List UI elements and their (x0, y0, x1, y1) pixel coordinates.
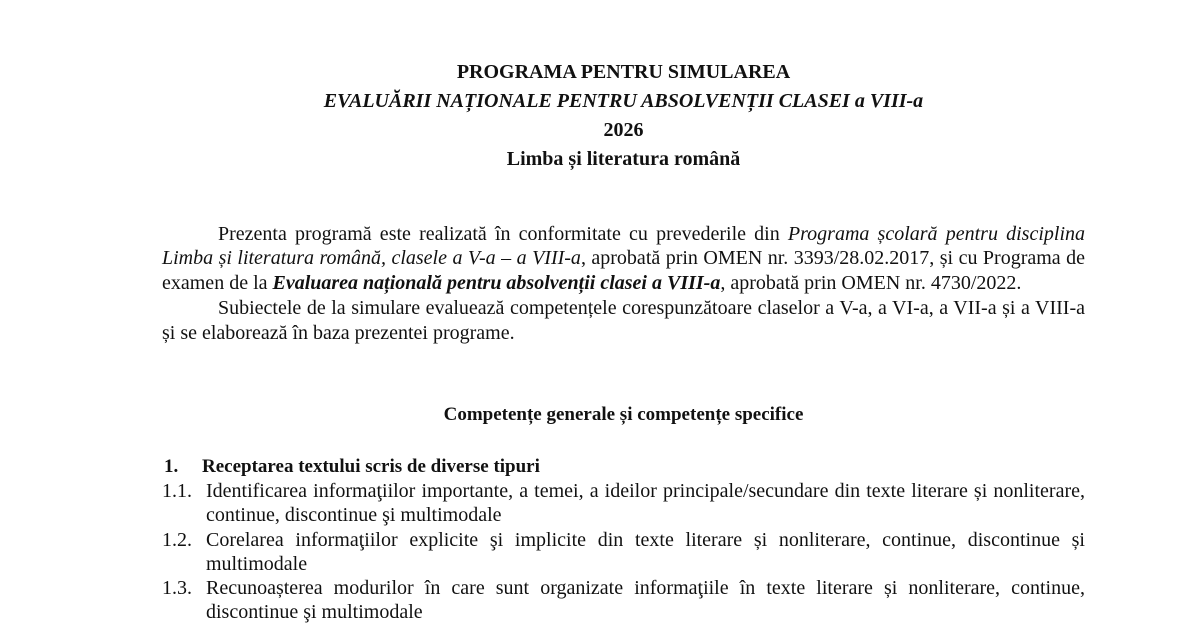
intro-p1-text-2: , aprobată prin OMEN nr. 3393/28.02.2017, și cu Programa de examen de la (162, 247, 1085, 294)
intro-p1-school-program-ref: Programa școlară pentru disciplina Limba și literatura română, clasele a V-a – a VIII-a (162, 223, 1085, 270)
competence-title: Receptarea textului scris de diverse tipuri (202, 456, 540, 477)
intro-p1-text-3: , aprobată prin OMEN nr. 4730/2022. (720, 271, 1022, 294)
competence-group-1 (162, 455, 1085, 624)
intro-paragraph-2: Subiectele de la simulare evaluează competențele corespunzătoare claselor a V-a, a VI-a, a VII-a și a VIII-a și se elaborează în baza prezentei programe. (162, 297, 1085, 344)
title-line-year: 2026 (603, 119, 644, 141)
competence-number: 1. (164, 456, 179, 477)
title-line-program: PROGRAMA PENTRU SIMULAREA (456, 61, 791, 83)
item-text: Recunoașterea modurilor în care sunt organizate informaţiile în texte literare și nonliterare, continue, discontinue şi multimodale (206, 577, 1085, 624)
intro-paragraph-1 (162, 222, 1085, 295)
document-title (162, 58, 1085, 174)
item-text: Identificarea informaţiilor importante, a temei, a ideilor principale/secundare din texte literare și nonliterare, continue, discontinue şi multimodale (206, 480, 1085, 527)
title-line-subject: Limba și literatura română (506, 148, 741, 170)
intro-text (162, 222, 1085, 345)
section-heading: Competențe generale și competențe specifice (443, 404, 804, 425)
competence-item (162, 576, 1085, 624)
intro-p1-exam-ref: Evaluarea națională pentru absolvenții clasei a VIII-a (272, 271, 721, 294)
competence-item (162, 528, 1085, 576)
competence-heading (162, 455, 1085, 479)
title-line-evaluation: EVALUĂRII NAȚIONALE PENTRU ABSOLVENȚII CLASEI a VIII-a (323, 90, 924, 112)
item-number: 1.2. (162, 528, 192, 551)
intro-p1-text-1: Prezenta programă este realizată în conformitate cu prevederile din (218, 223, 788, 245)
item-text: Corelarea informaţiilor explicite şi implicite din texte literare și nonliterare, continue, discontinue și multimodale (206, 528, 1085, 575)
competence-item (162, 479, 1085, 527)
item-number: 1.3. (162, 577, 192, 600)
item-number: 1.1. (162, 480, 192, 503)
